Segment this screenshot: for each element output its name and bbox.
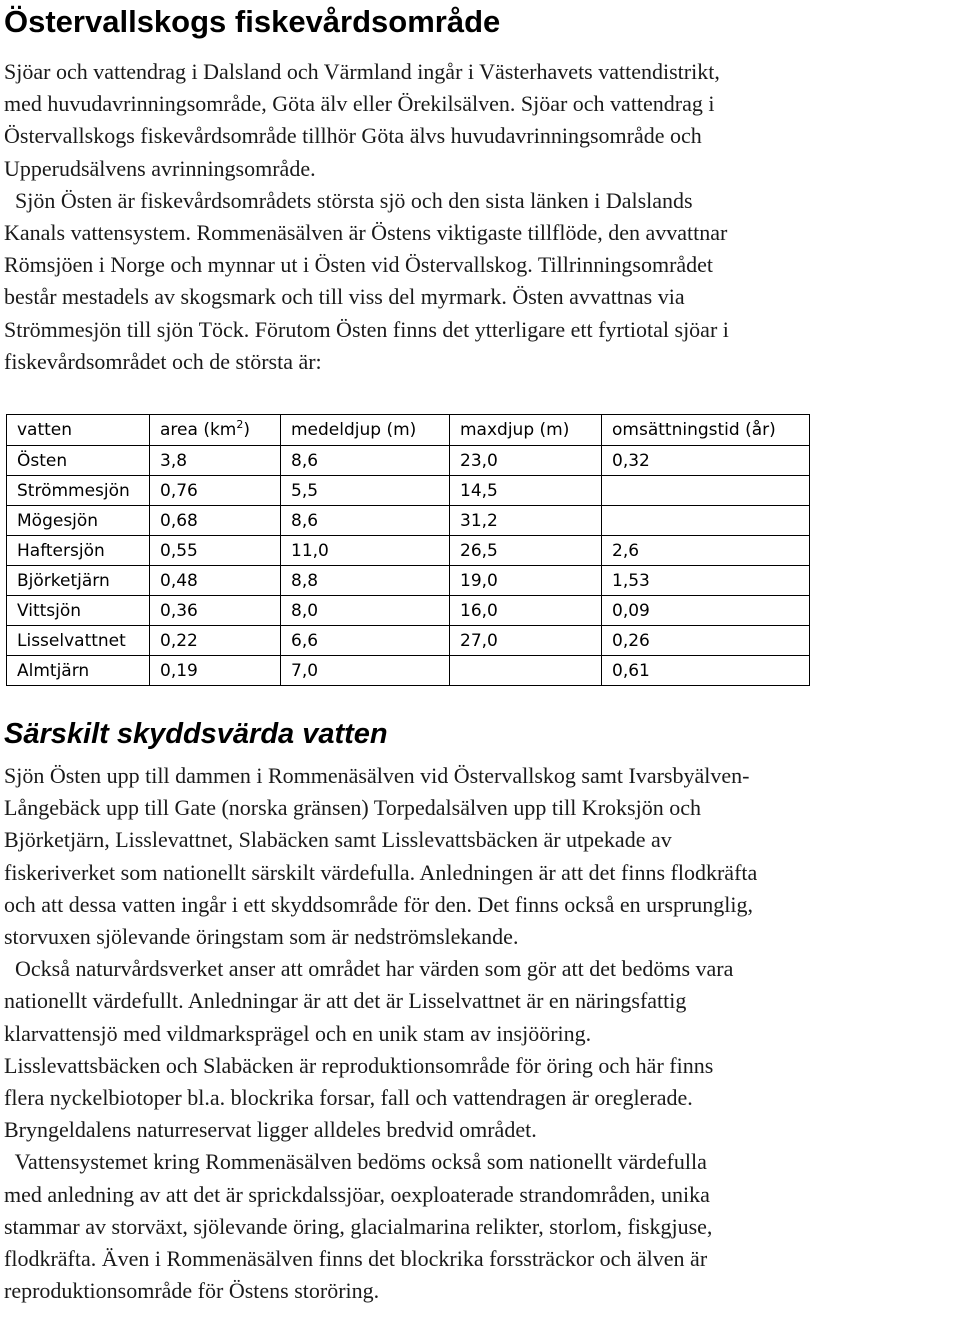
table-row	[7, 476, 810, 506]
text-line: Kanals vattensystem. Rommenäsälven är Östens viktigaste tillflöde, den avvattnar	[4, 220, 728, 246]
table-row	[7, 536, 810, 566]
cell-medeldjup: 11,0	[281, 536, 450, 566]
header-medeldjup: medeldjup (m)	[281, 415, 450, 446]
text-line: Sjön Östen är fiskevårdsområdets största sjö och den sista länken i Dalslands	[4, 187, 693, 213]
cell-vatten: Lisselvattnet	[7, 626, 150, 656]
cell-maxdjup: 26,5	[450, 536, 602, 566]
text-line: Lisslevattsbäcken och Slabäcken är reproduktionsområde för öring och här finns	[4, 1052, 714, 1078]
cell-medeldjup: 8,6	[281, 446, 450, 476]
table-row	[7, 596, 810, 626]
text-line: Strömmesjön till sjön Töck. Förutom Östen finns det ytterligare ett fyrtiotal sjöar i	[4, 316, 729, 342]
header-area-superscript: 2	[236, 418, 244, 431]
text-line: Sjöar och vattendrag i Dalsland och Värmland ingår i Västerhavets vattendistrikt,	[4, 59, 720, 84]
header-maxdjup: maxdjup (m)	[450, 415, 602, 446]
header-area-close: )	[243, 420, 250, 440]
page-title: Östervallskogs fiskevårdsområde	[4, 4, 501, 39]
table-row	[7, 446, 810, 476]
cell-medeldjup: 7,0	[281, 656, 450, 686]
text-line: med anledning av att det är sprickdalssjöar, oexploaterade strandområden, unika	[4, 1181, 710, 1207]
header-area-text: area (km	[160, 420, 237, 440]
cell-omsattningstid: 0,26	[602, 626, 810, 656]
intro-paragraphs	[4, 56, 729, 378]
cell-omsattningstid	[602, 476, 810, 506]
text-line: Björketjärn, Lisslevattnet, Slabäcken samt Lisslevattsbäcken är utpekade av	[4, 827, 672, 853]
cell-maxdjup: 27,0	[450, 626, 602, 656]
text-line: Römsjöen i Norge och mynnar ut i Östen vid Östervallskog. Tillrinningsområdet	[4, 252, 714, 278]
text-line: består mestadels av skogsmark och till viss del myrmark. Östen avvattnas via	[4, 284, 685, 310]
cell-area: 0,22	[150, 626, 281, 656]
cell-omsattningstid	[602, 506, 810, 536]
section-heading: Särskilt skyddsvärda vatten	[4, 718, 388, 750]
text-line: Långebäck upp till Gate (norska gränsen) Torpedalsälven upp till Kroksjön och	[4, 795, 701, 821]
table-row	[7, 566, 810, 596]
text-line: stammar av storväxt, sjölevande öring, glacialmarina relikter, storlom, fiskgjuse,	[4, 1213, 713, 1239]
text-line: fiskevårdsområdet och de största är:	[4, 348, 322, 374]
cell-vatten: Haftersjön	[7, 536, 150, 566]
cell-omsattningstid: 0,09	[602, 596, 810, 626]
cell-omsattningstid: 0,61	[602, 656, 810, 686]
cell-medeldjup: 8,8	[281, 566, 450, 596]
text-line: klarvattensjö med vildmarksprägel och en unik stam av insjööring.	[4, 1020, 592, 1046]
cell-maxdjup: 16,0	[450, 596, 602, 626]
text-line: flera nyckelbiotoper bl.a. blockrika forsar, fall och vattendragen är oreglerade.	[4, 1085, 693, 1111]
text-line: flodkräfta. Även i Rommenäsälven finns det blockrika forssträckor och älven är	[4, 1246, 708, 1272]
header-omsattningstid: omsättningstid (år)	[602, 415, 810, 446]
cell-medeldjup: 8,0	[281, 596, 450, 626]
text-line: fiskeriverket som nationellt särskilt värdefulla. Anledningen är att det finns flodkräfta	[4, 859, 758, 885]
header-vatten: vatten	[7, 415, 150, 446]
cell-vatten: Vittsjön	[7, 596, 150, 626]
cell-medeldjup: 8,6	[281, 506, 450, 536]
cell-maxdjup	[450, 656, 602, 686]
text-line: nationellt värdefullt. Anledningar är att det är Lisselvattnet är en näringsfattig	[4, 988, 687, 1014]
text-line: Upperudsälvens avrinningsområde.	[4, 155, 316, 181]
text-line: reproduktionsområde för Östens storöring.	[4, 1278, 380, 1304]
cell-medeldjup: 6,6	[281, 626, 450, 656]
cell-area: 0,36	[150, 596, 281, 626]
text-line: och att dessa vatten ingår i ett skyddsområde för den. Det finns också en ursprunglig,	[4, 891, 754, 917]
table-row	[7, 626, 810, 656]
cell-area: 0,76	[150, 476, 281, 506]
text-line: Vattensystemet kring Rommenäsälven bedöms också som nationellt värdefulla	[4, 1149, 707, 1175]
cell-maxdjup: 19,0	[450, 566, 602, 596]
cell-area: 0,19	[150, 656, 281, 686]
cell-maxdjup: 31,2	[450, 506, 602, 536]
text-line: Också naturvårdsverket anser att området har värden som gör att det bedöms vara	[4, 956, 734, 982]
text-line: Östervallskogs fiskevårdsområde tillhör Göta älvs huvudavrinningsområde och	[4, 123, 702, 149]
cell-vatten: Almtjärn	[7, 656, 150, 686]
cell-maxdjup: 23,0	[450, 446, 602, 476]
table-header-row	[7, 415, 810, 446]
cell-medeldjup: 5,5	[281, 476, 450, 506]
cell-area: 0,55	[150, 536, 281, 566]
cell-area: 0,68	[150, 506, 281, 536]
lakes-table	[6, 414, 810, 686]
table-row	[7, 656, 810, 686]
text-line: Bryngeldalens naturreservat ligger alldeles bredvid området.	[4, 1117, 537, 1143]
cell-vatten: Björketjärn	[7, 566, 150, 596]
text-line: storvuxen sjölevande öringstam som är nedströmslekande.	[4, 924, 519, 950]
cell-vatten: Mögesjön	[7, 506, 150, 536]
cell-omsattningstid: 1,53	[602, 566, 810, 596]
text-line: med huvudavrinningsområde, Göta älv eller Örekilsälven. Sjöar och vattendrag i	[4, 91, 715, 117]
header-area	[150, 415, 281, 446]
cell-vatten: Östen	[7, 446, 150, 476]
cell-area: 0,48	[150, 566, 281, 596]
protected-waters-paragraphs	[4, 760, 757, 1307]
cell-area: 3,8	[150, 446, 281, 476]
table-row	[7, 506, 810, 536]
cell-omsattningstid: 0,32	[602, 446, 810, 476]
text-line: Sjön Östen upp till dammen i Rommenäsälven vid Östervallskog samt Ivarsbyälven-	[4, 763, 750, 788]
cell-omsattningstid: 2,6	[602, 536, 810, 566]
cell-vatten: Strömmesjön	[7, 476, 150, 506]
cell-maxdjup: 14,5	[450, 476, 602, 506]
